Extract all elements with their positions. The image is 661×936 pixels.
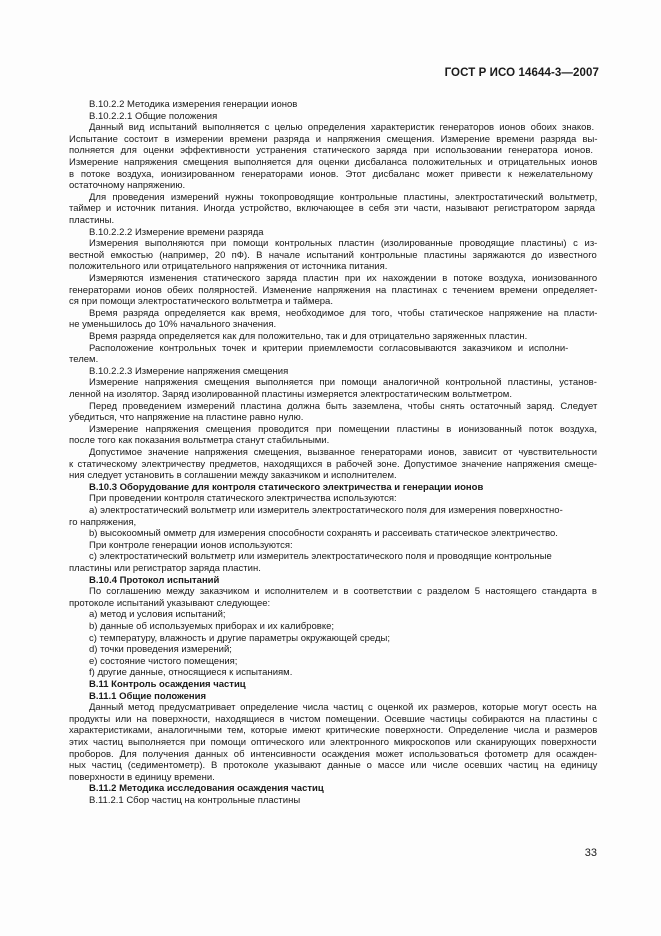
text-line: генераторами ионов обеих полярностей. Изменение напряжения на пластинах с течением времени определяет- [69, 284, 598, 296]
text-line: При проведении контроля статического электричества используются: [89, 493, 397, 505]
text-line: В.11 Контроль осаждения частиц [89, 679, 246, 690]
text-line: ленной на изолятор. Заряд изолированной пластины измеряется электростатическим вольтметром. [69, 389, 512, 400]
text-line: поверхности в единицу времени. [69, 771, 215, 783]
text-line: убедиться, что напряжение на пластине равно нулю. [69, 412, 304, 424]
text-line: a) электростатический вольтметр или измеритель электростатического поля для измерения поверхностно- [89, 505, 563, 516]
text-line: продукты или на поверхности, находящиеся в чистом помещении. Осевшие частицы собираются на пластины с [69, 713, 598, 725]
text-line: В.11.2 Методика исследования осаждения частиц [89, 783, 324, 795]
text-line: характеристиками, аналогичными тем, которые имеют критические поверхности. Определение числа и размеров [69, 725, 598, 737]
text-line: В.10.2.2.2 Измерение времени разряда [89, 226, 264, 238]
text-line: полняется для оценки эффективности устранения статического заряда при использовании генератора ионов. [69, 145, 594, 157]
text-line: Измерение напряжения смещения проводится при помещении пластины в ионизованный поток воздуха, [89, 423, 597, 435]
text-line: остаточному напряжению. [69, 180, 186, 192]
text-line: a) метод и условия испытаний; [89, 609, 226, 621]
text-line: По соглашению между заказчиком и исполнителем и в соответствии с разделом 5 настоящего стандарта в [89, 586, 597, 598]
text-line: к статическому электричеству предметов, находящихся в рабочей зоне. Допустимое значение напряжения смеще- [69, 458, 598, 470]
text-line: В.11.1 Общие положения [89, 690, 207, 702]
text-line: Испытание состоит в измерении времени разряда и напряжения смещения. Измерение времени разряда вы- [69, 133, 598, 145]
text-line: пластины или регистратор заряда пластин. [69, 563, 261, 574]
text-line: телем. [69, 354, 99, 366]
text-line: В.11.2.1 Сбор частиц на контрольные пластины [89, 795, 301, 806]
text-line: c) температуру, влажность и другие параметры окружающей среды; [89, 632, 390, 644]
text-line: Данный метод предусматривает определение числа частиц с оценкой их размеров, которые могут осесть на [89, 702, 597, 714]
text-line: го напряжения, [69, 516, 137, 528]
text-line: Для проведения измерений нужны токопроводящие контрольные пластины, электростатический вольтметр, [89, 191, 598, 203]
text-line: В.10.4 Протокол испытаний [89, 574, 220, 586]
text-line: В.10.2.2.1 Общие положения [89, 110, 218, 122]
text-line: В.10.2.2 Методика измерения генерации ионов [89, 99, 298, 110]
text-line: В.10.3 Оборудование для контроля статического электричества и генерации ионов [89, 481, 484, 493]
text-line: проборов. Для получения данных об интенсивности осаждения может использоваться фотометр для осажден- [69, 748, 598, 760]
text-line: b) высокоомный омметр для измерения способности сохранять и рассеивать статическое электричество. [89, 528, 558, 540]
text-line: ния следует установить в соглашении между заказчиком и исполнителем. [69, 470, 397, 482]
text-line: В.10.2.2.3 Измерение напряжения смещения [89, 365, 289, 377]
page-number: 33 [584, 847, 597, 859]
text-line: Время разряда определяется как для положительно, так и для отрицательно заряженных пластин. [89, 331, 528, 342]
text-line: в потоке воздуха, ионизированном генераторами ионов. Этот дисбаланс может привести к нежелательному [69, 168, 593, 180]
text-line: ся при помощи электростатического вольтметра и таймера. [69, 296, 333, 308]
page-header: ГОСТ Р ИСО 14644-3—2007 [444, 67, 599, 79]
text-line: Расположение контрольных точек и критерии приемлемости согласовываются заказчиком и исполни- [89, 342, 569, 354]
text-line: этих частиц выполняется при помощи оптического или электронного микроскопов или сканирующих поверхности [69, 737, 597, 748]
text-line: Измеряются изменения статического заряда пластин при их нахождении в потоке воздуха, ионизованного [89, 273, 598, 284]
text-line: ных частиц (седиментометр). В протоколе указывают данные о массе или числе осевших частиц на единицу [69, 760, 598, 772]
text-line: f) другие данные, относящиеся к испытаниям. [89, 667, 293, 679]
text-line: d) точки проведения измерений; [89, 644, 232, 656]
text-line: b) данные об используемых приборах и их калибровке; [89, 621, 335, 632]
text-line: протоколе испытаний указывают следующее: [69, 597, 271, 609]
text-line: положительного или отрицательного напряжения от источника питания. [69, 261, 388, 273]
text-line: Измерение напряжения смещения выполняется для оценки дисбаланса положительных и отрицательных ионов [69, 157, 598, 168]
text-line: Допустимое значение напряжения смещения, вызванное генераторами ионов, зависит от чувствительности [89, 447, 598, 458]
text-line: Данный вид испытаний выполняется с целью определения характеристик генераторов ионов обоих знаков. [89, 122, 595, 134]
text-line: не уменьшилось до 10% начального значения. [69, 319, 277, 331]
text-line: Измерение напряжения смещения выполняется при помощи аналогичной контрольной пластины, установ- [89, 377, 597, 389]
text-line: вестной емкостью (например, 20 пФ). В начале испытаний контрольные пластины заряжаются до известного [69, 249, 597, 261]
text-line: Измерения выполняются при помощи контрольных пластин (изолированные проводящие пластины) с из- [89, 238, 598, 250]
text-line: Перед проведением измерений пластина должна быть заземлена, чтобы снять остаточный заряд. Следует [89, 400, 598, 412]
text-line: Время разряда определяется как время, необходимое для того, чтобы статическое напряжение на пласти- [89, 307, 598, 319]
text-line: таймер и источник питания. Иногда устройство, включающее в себя эти части, называют регистратором заряда [69, 203, 595, 215]
text-line: пластины. [69, 215, 115, 226]
text-line: после того как показания вольтметра станут стабильными. [69, 435, 330, 447]
text-line: c) электростатический вольтметр или измеритель электростатического поля и проводящие контрольные [89, 551, 552, 563]
text-line: e) состояние чистого помещения; [89, 655, 238, 667]
text-line: При контроле генерации ионов используются: [89, 539, 293, 551]
